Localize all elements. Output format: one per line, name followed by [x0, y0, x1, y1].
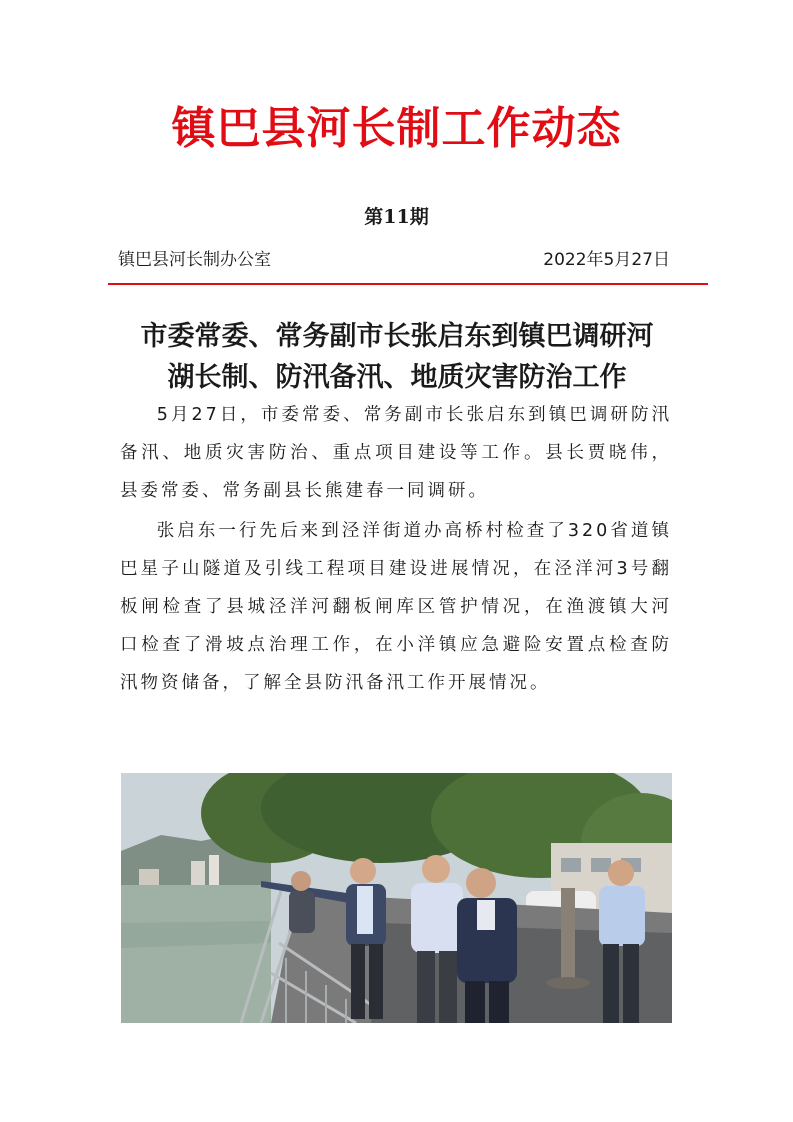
headline-line-2: 湖长制、防汛备汛、地质灾害防治工作: [167, 362, 627, 393]
article-headline: [110, 316, 684, 398]
article-body: [120, 396, 672, 704]
headline-line-1: 市委常委、常务副市长张启东到镇巴调研河: [140, 321, 654, 352]
inspection-photo: [121, 773, 672, 1023]
paragraph-2: 张启东一行先后来到泾洋街道办高桥村检查了320省道镇巴星子山隧道及引线工程项目建设进展情况，在泾洋河3号翻板闸检查了县城泾洋河翻板闸库区管护情况，在渔渡镇大河口检查了滑坡点治理工作，在小洋镇应急避险安置点检查防汛物资储备，了解全县防汛备汛工作开展情况。: [120, 521, 672, 693]
issue-date: 2022年5月27日: [543, 250, 670, 270]
issuing-office: 镇巴县河长制办公室: [118, 250, 271, 270]
header-divider: [108, 283, 708, 285]
issue-number: 第11期: [364, 206, 429, 228]
newsletter-title: 镇巴县河长制工作动态: [171, 103, 622, 154]
meta-row: [118, 245, 670, 270]
paragraph-1: 5月27日，市委常委、常务副市长张启东到镇巴调研防汛备汛、地质灾害防治、重点项目建设等工作。县长贾晓伟，县委常委、常务副县长熊建春一同调研。: [120, 405, 672, 501]
